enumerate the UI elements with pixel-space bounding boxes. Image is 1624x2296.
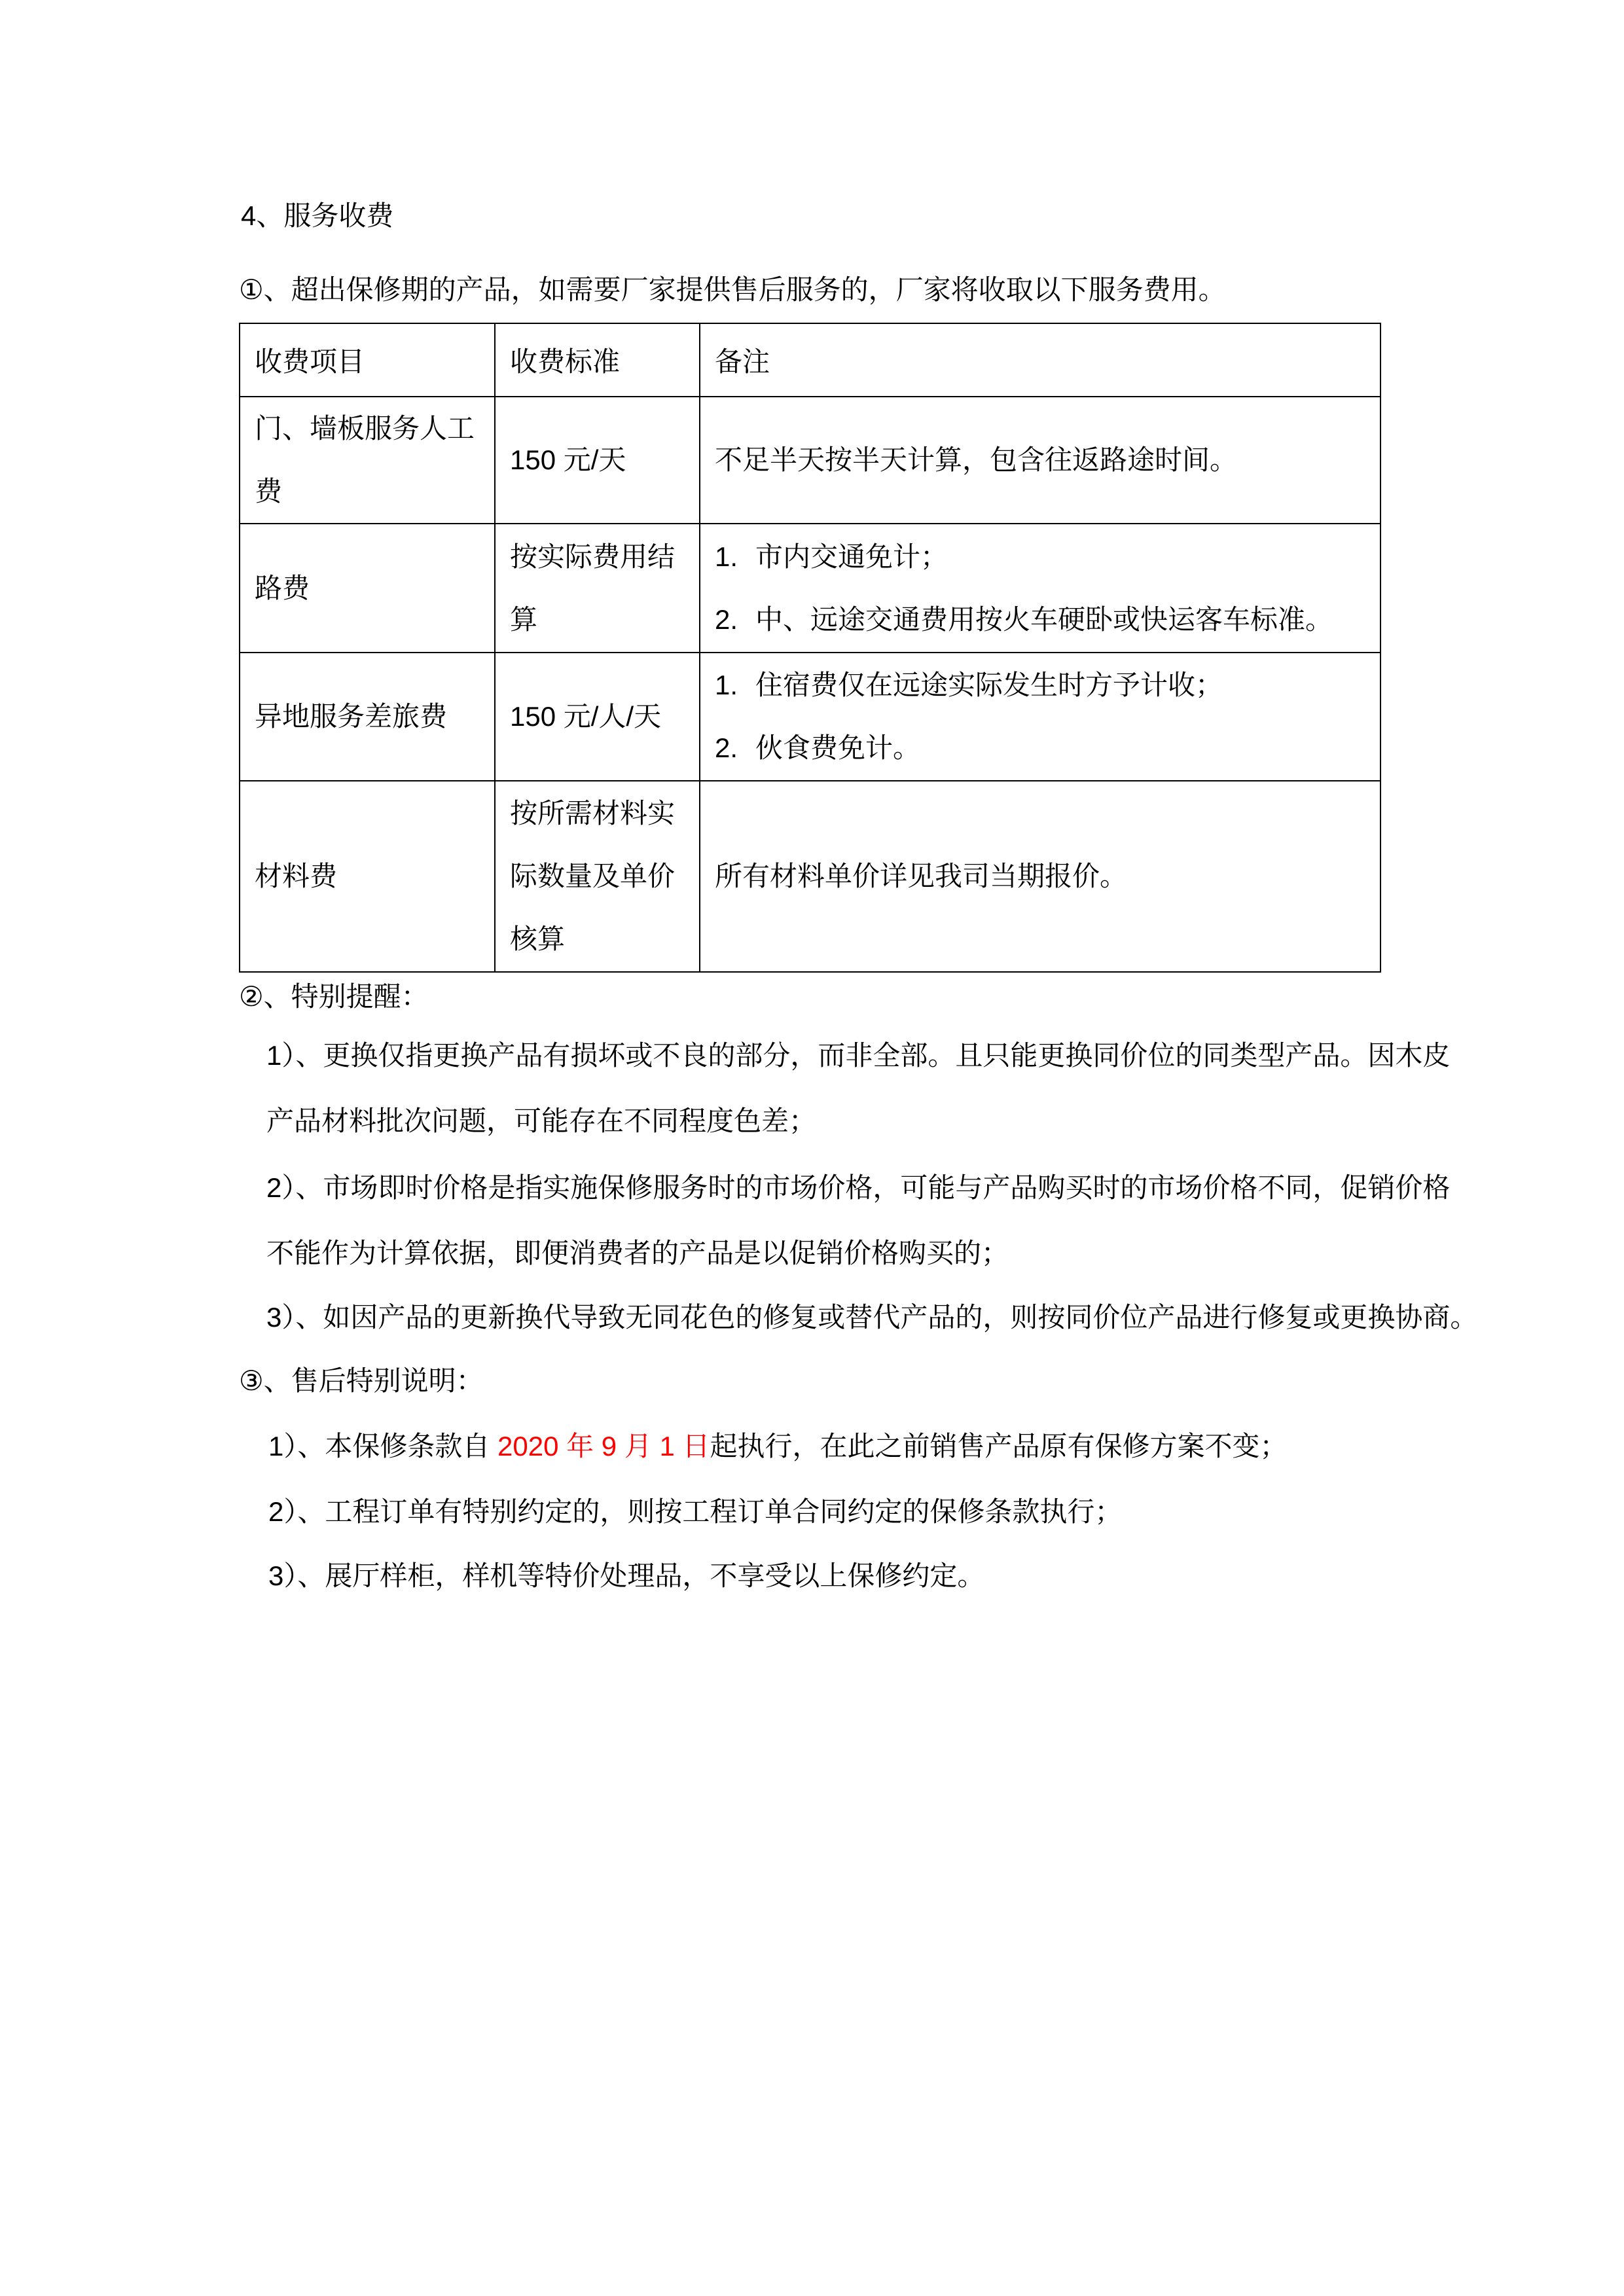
remark-text: 中、远途交通费用按火车硬卧或快运客车标准。	[755, 603, 1333, 635]
after-sales-item-3	[268, 1543, 984, 1609]
cell-line: 材料费	[255, 861, 338, 891]
cell-line: 门、墙板服务人工	[255, 413, 475, 444]
effective-date-highlight: 2020 年 9 月 1 日	[497, 1431, 710, 1462]
section-number-title: 4、服务收费	[241, 200, 394, 231]
paragraph-line: 1）、更换仅指更换产品有损坏或不良的部分，而非全部。且只能更换同价位的同类型产品。因木皮	[266, 1040, 1451, 1071]
cell-fee-item	[240, 397, 495, 524]
cell-line: 异地服务差旅费	[255, 701, 448, 732]
paragraph-line	[268, 1414, 1288, 1479]
paragraph-line: 不能作为计算依据，即便消费者的产品是以促销价格购买的；	[266, 1238, 1009, 1268]
cell-fee-standard	[495, 397, 700, 524]
list-number: 1.	[715, 541, 738, 572]
remark-text: 伙食费免计。	[755, 732, 921, 763]
remark-line	[715, 429, 1373, 492]
paragraph-line: 产品材料批次问题，可能存在不同程度色差；	[266, 1105, 817, 1136]
paragraph-line: 3）、展厅样柜，样机等特价处理品，不享受以上保修约定。	[268, 1560, 985, 1591]
column-header-fee-item: 收费项目	[240, 323, 495, 397]
reminder-item-2	[266, 1155, 1450, 1286]
cell-remark	[700, 524, 1380, 653]
column-header-remark: 备注	[700, 323, 1380, 397]
service-fee-table	[239, 323, 1381, 973]
cell-line: 150 元/人/天	[510, 701, 662, 732]
after-sales-item-2	[268, 1479, 1122, 1545]
cell-remark	[700, 397, 1380, 524]
cell-fee-standard	[495, 781, 700, 972]
remark-line	[715, 526, 1373, 588]
cell-remark	[700, 781, 1380, 972]
table-row-material-fee	[240, 781, 1380, 972]
text-after-date: 起执行，在此之前销售产品原有保修方案不变；	[710, 1431, 1288, 1462]
cell-line: 核算	[510, 924, 566, 954]
cell-fee-standard	[495, 524, 700, 653]
cell-fee-item	[240, 653, 495, 781]
paragraph-line: 3）、如因产品的更新换代导致无同花色的修复或替代产品的，则按同价位产品进行修复或更换协商。	[266, 1302, 1478, 1333]
table-row-offsite-travel-fee	[240, 653, 1380, 781]
cell-line: 按所需材料实	[510, 798, 676, 829]
list-number: 1.	[715, 670, 738, 700]
list-number: 2.	[715, 732, 738, 763]
cell-fee-standard	[495, 653, 700, 781]
paragraph-line: 2）、市场即时价格是指实施保修服务时的市场价格，可能与产品购买时的市场价格不同，促销价格	[266, 1172, 1451, 1203]
after-sales-note-heading: ③、售后特别说明：	[239, 1365, 484, 1396]
cell-remark	[700, 653, 1380, 781]
table-row-travel-fare	[240, 524, 1380, 653]
table-header-row	[240, 323, 1380, 397]
cell-line: 150 元/天	[510, 444, 626, 475]
cell-line: 费	[255, 476, 283, 507]
reminder-item-3	[266, 1285, 1477, 1350]
list-number: 2.	[715, 603, 738, 635]
cell-line: 际数量及单价	[510, 861, 676, 891]
remark-text: 住宿费仅在远途实际发生时方予计收；	[755, 670, 1223, 700]
cell-fee-item	[240, 524, 495, 653]
remark-text: 市内交通免计；	[755, 541, 948, 572]
remark-text: 所有材料单价详见我司当期报价。	[715, 861, 1128, 891]
paragraph-line: 2）、工程订单有特别约定的，则按工程订单合同约定的保修条款执行；	[268, 1496, 1123, 1527]
cell-line: 路费	[255, 572, 310, 603]
after-sales-item-1	[268, 1414, 1288, 1479]
intro-paragraph: ①、超出保修期的产品，如需要厂家提供售后服务的，厂家将收取以下服务费用。	[239, 274, 1226, 305]
cell-line: 算	[510, 603, 538, 635]
remark-line	[715, 654, 1373, 717]
cell-line: 按实际费用结	[510, 541, 676, 572]
reminder-item-1	[266, 1023, 1450, 1154]
remark-line	[715, 717, 1373, 780]
remark-line	[715, 588, 1373, 651]
remark-line	[715, 845, 1373, 908]
special-reminder-heading: ②、特别提醒：	[239, 981, 429, 1012]
remark-text: 不足半天按半天计算，包含往返路途时间。	[715, 444, 1238, 475]
table-row-labor-fee	[240, 397, 1380, 524]
column-header-fee-standard: 收费标准	[495, 323, 700, 397]
text-before-date: 1）、本保修条款自	[268, 1431, 498, 1462]
cell-fee-item	[240, 781, 495, 972]
